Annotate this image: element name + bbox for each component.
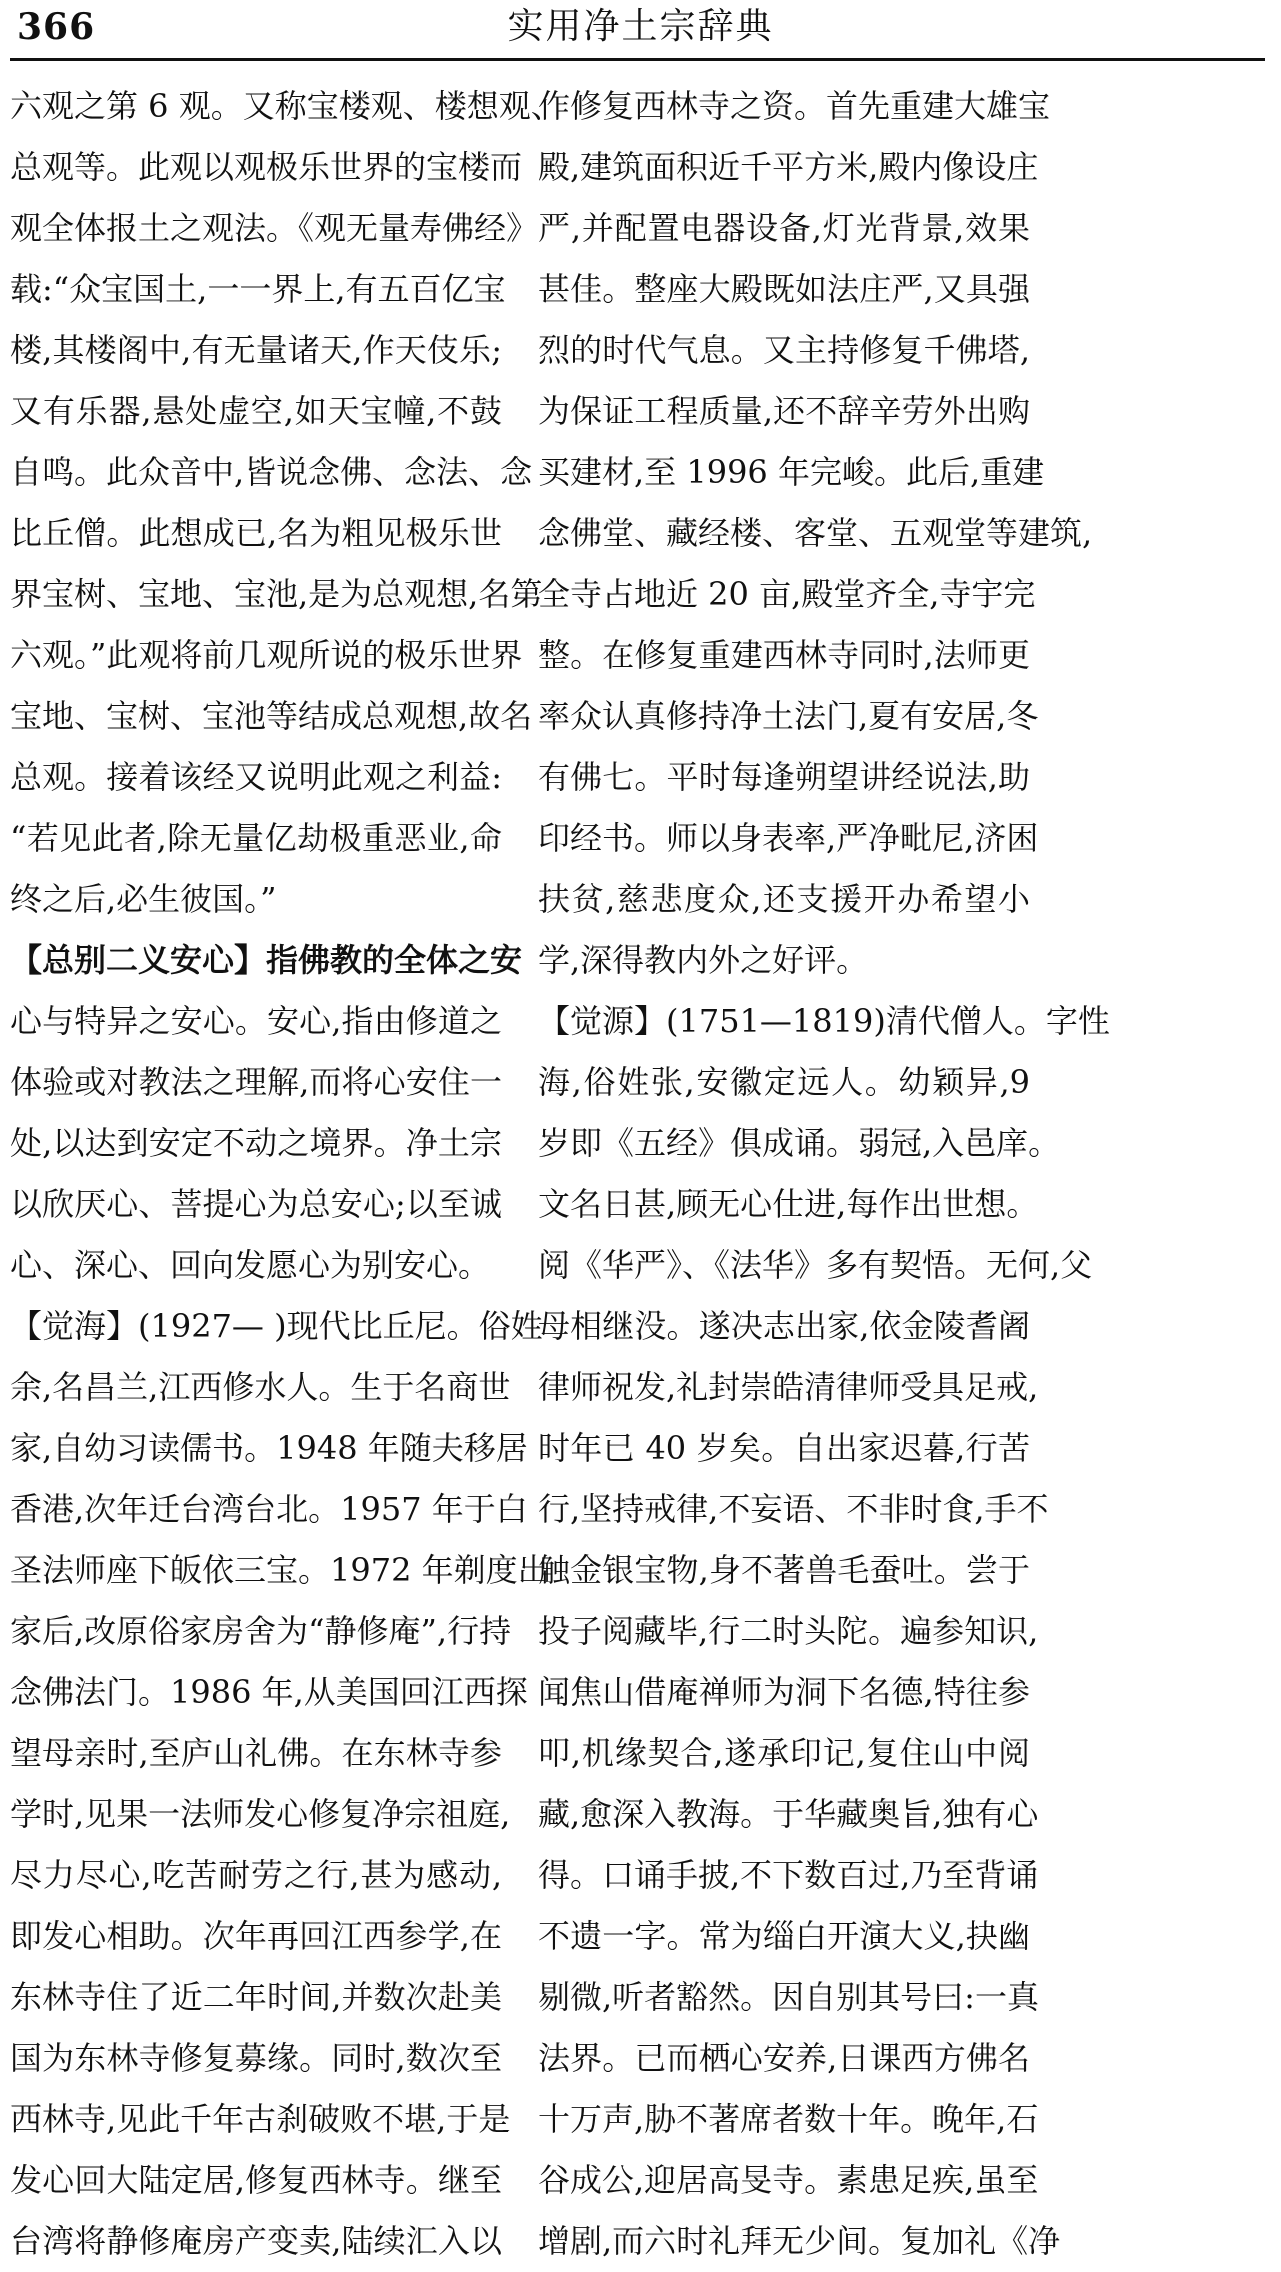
text-line: 作修复西林寺之资。首先重建大雄宝 — [538, 87, 1051, 125]
text-line: 望母亲时,至庐山礼佛。在东林寺参 — [10, 1734, 502, 1772]
text-line: 即发心相助。次年再回江西参学,在 — [10, 1917, 502, 1955]
text-line: 法界。已而栖心安养,日课西方佛名 — [538, 2039, 1030, 2077]
text-line: 学时,见果一法师发心修复净宗祖庭, — [10, 1795, 511, 1833]
text-line: 【觉源】(1751—1819)清代僧人。字性 — [538, 1002, 1110, 1040]
text-line: 发心回大陆定居,修复西林寺。继至 — [10, 2161, 502, 2199]
text-line: 体验或对教法之理解,而将心安住一 — [10, 1063, 502, 1101]
text-line: 岁即《五经》俱成诵。弱冠,入邑庠。 — [538, 1124, 1061, 1162]
text-line: 触金银宝物,身不著兽毛蚕吐。尝于 — [538, 1551, 1030, 1589]
text-line: 念佛法门。1986 年,从美国回江西探 — [10, 1673, 528, 1711]
text-line: 率众认真修持净土法门,夏有安居,冬 — [538, 697, 1039, 735]
text-line: 严,并配置电器设备,灯光背景,效果 — [538, 209, 1030, 247]
text-line: 为保证工程质量,还不辞辛劳外出购 — [538, 392, 1030, 430]
text-line: 殿,建筑面积近千平方米,殿内像设庄 — [538, 148, 1039, 186]
text-line: 十万声,胁不著席者数十年。晚年,石 — [538, 2100, 1039, 2138]
text-line: 律师祝发,礼封崇皓清律师受具足戒, — [538, 1368, 1039, 1406]
text-line: 学,深得教内外之好评。 — [538, 941, 869, 979]
left-text-column — [10, 76, 563, 2272]
text-line: 不遗一字。常为缁白开演大义,抉幽 — [538, 1917, 1030, 1955]
text-line: 心、深心、回向发愿心为别安心。 — [10, 1246, 491, 1284]
text-line: 香港,次年迁台湾台北。1957 年于白 — [10, 1490, 528, 1528]
text-line: 载:“众宝国土,一一界上,有五百亿宝 — [10, 270, 506, 308]
text-line: 藏,愈深入教海。于华藏奥旨,独有心 — [538, 1795, 1039, 1833]
page-number: 366 — [17, 6, 96, 48]
text-line: 叩,机缘契合,遂承印记,复住山中阅 — [538, 1734, 1030, 1772]
text-line: 六观。”此观将前几观所说的极乐世界 — [10, 636, 523, 674]
text-line: 国为东林寺修复募缘。同时,数次至 — [10, 2039, 502, 2077]
text-line: 比丘僧。此想成已,名为粗见极乐世 — [10, 514, 502, 552]
text-line: 家,自幼习读儒书。1948 年随夫移居 — [10, 1429, 528, 1467]
text-line: 总观等。此观以观极乐世界的宝楼而 — [10, 148, 523, 186]
text-line: 圣法师座下皈依三宝。1972 年剃度出 — [10, 1551, 550, 1589]
text-line: 文名日甚,顾无心仕进,每作出世想。 — [538, 1185, 1039, 1223]
text-line: “若见此者,除无量亿劫极重恶业,命 — [10, 819, 502, 857]
running-title: 实用净土宗辞典 — [507, 6, 774, 47]
text-line: 六观之第 6 观。又称宝楼观、楼想观、 — [10, 87, 563, 125]
text-line: 终之后,必生彼国。” — [10, 880, 277, 918]
text-line: 心与特异之安心。安心,指由修道之 — [10, 1002, 502, 1040]
text-line: 自鸣。此众音中,皆说念佛、念法、念 — [10, 453, 533, 491]
text-line: 投子阅藏毕,行二时头陀。遍参知识, — [538, 1612, 1039, 1650]
text-line: 余,名昌兰,江西修水人。生于名商世 — [10, 1368, 511, 1406]
text-line: 【总别二义安心】指佛教的全体之安 — [10, 941, 523, 979]
text-line: 行,坚持戒律,不妄语、不非时食,手不 — [538, 1490, 1049, 1528]
text-line: 台湾将静修庵房产变卖,陆续汇入以 — [10, 2222, 502, 2260]
text-line: 界宝树、宝地、宝池,是为总观想,名第 — [10, 575, 543, 613]
text-line: 尽力尽心,吃苦耐劳之行,甚为感动, — [10, 1856, 502, 1894]
text-line: 谷成公,迎居高旻寺。素患足疾,虽至 — [538, 2161, 1039, 2199]
text-line: 剔微,听者豁然。因自别其号曰:一真 — [538, 1978, 1039, 2016]
header-rule — [10, 58, 1265, 61]
text-line: 海,俗姓张,安徽定远人。幼颖异,9 — [538, 1063, 1030, 1101]
text-line: 全寺占地近 20 亩,殿堂齐全,寺宇完 — [538, 575, 1036, 613]
text-line: 增剧,而六时礼拜无少间。复加礼《净 — [538, 2222, 1061, 2260]
text-line: 闻焦山借庵禅师为洞下名德,特往参 — [538, 1673, 1030, 1711]
text-line: 印经书。师以身表率,严净毗尼,济困 — [538, 819, 1039, 857]
text-line: 烈的时代气息。又主持修复千佛塔, — [538, 331, 1030, 369]
text-line: 阅《华严》、《法华》多有契悟。无何,父 — [538, 1246, 1093, 1284]
text-line: 观全体报土之观法。《观无量寿佛经》 — [10, 209, 539, 247]
text-line: 有佛七。平时每逢朔望讲经说法,助 — [538, 758, 1030, 796]
text-line: 东林寺住了近二年时间,并数次赴美 — [10, 1978, 502, 2016]
text-line: 扶贫,慈悲度众,还支援开办希望小 — [538, 880, 1030, 918]
text-line: 宝地、宝树、宝池等结成总观想,故名 — [10, 697, 533, 735]
text-line: 甚佳。整座大殿既如法庄严,又具强 — [538, 270, 1030, 308]
right-text-column — [538, 76, 1110, 2272]
text-line: 又有乐器,悬处虚空,如天宝幢,不鼓 — [10, 392, 502, 430]
text-line: 母相继没。遂决志出家,依金陵耆阇 — [538, 1307, 1030, 1345]
text-line: 买建材,至 1996 年完峻。此后,重建 — [538, 453, 1045, 491]
text-line: 处,以达到安定不动之境界。净土宗 — [10, 1124, 502, 1162]
text-line: 家后,改原俗家房舍为“静修庵”,行持 — [10, 1612, 512, 1650]
text-line: 【觉海】(1927— )现代比丘尼。俗姓 — [10, 1307, 543, 1345]
text-line: 时年已 40 岁矣。自出家迟暮,行苦 — [538, 1429, 1030, 1467]
text-line: 念佛堂、藏经楼、客堂、五观堂等建筑, — [538, 514, 1093, 552]
text-line: 西林寺,见此千年古刹破败不堪,于是 — [10, 2100, 511, 2138]
text-line: 以欣厌心、菩提心为总安心;以至诚 — [10, 1185, 502, 1223]
text-line: 得。口诵手披,不下数百过,乃至背诵 — [538, 1856, 1039, 1894]
text-line: 整。在修复重建西林寺同时,法师更 — [538, 636, 1030, 674]
text-line: 楼,其楼阁中,有无量诸天,作天伎乐; — [10, 331, 502, 369]
text-line: 总观。接着该经又说明此观之利益: — [10, 758, 502, 796]
